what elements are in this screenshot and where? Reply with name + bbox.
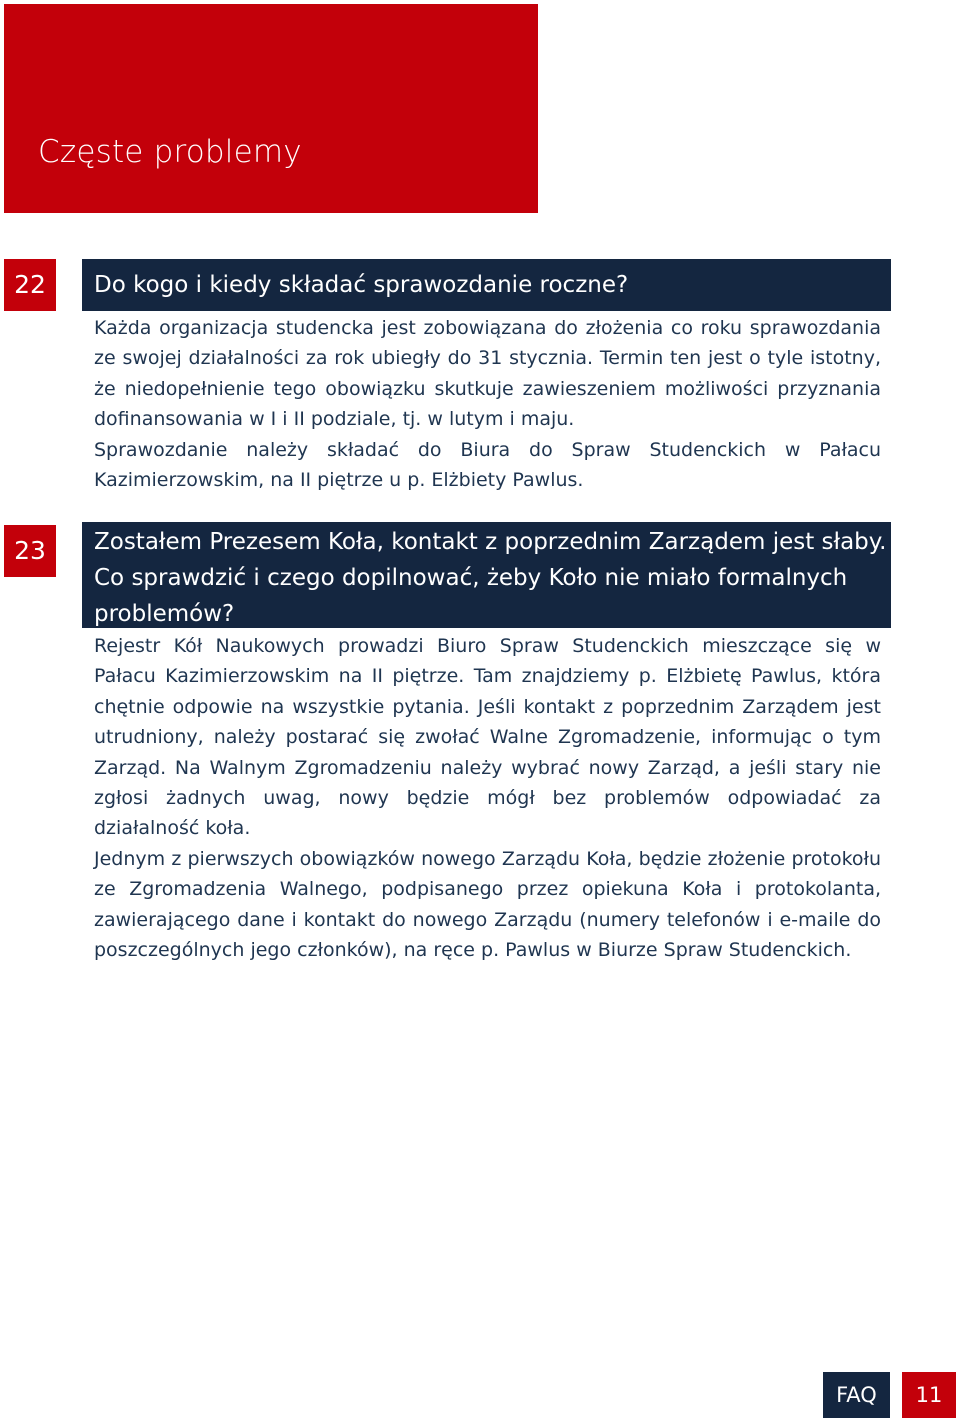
question-heading-line: Zostałem Prezesem Koła, kontakt z poprzednim Zarządem jest słaby. (94, 529, 887, 555)
page-title: Częste problemy (38, 134, 302, 170)
answer-paragraph: Każda organizacja studencka jest zobowiązana do złożenia co roku sprawozdania ze swojej działalności za rok ubiegły do 31 stycznia. Termin ten jest o tyle istotny, że niedopełnienie tego obowiązku skutkuje zawieszeniem możliwości przyznania dofinansowania w I i II podziale, tj. w lutym i maju. (94, 317, 881, 431)
question-heading-line: problemów? (94, 601, 235, 627)
question-number-badge: 23 (4, 525, 56, 577)
header-banner (4, 4, 538, 213)
answer-paragraph: Sprawozdanie należy składać do Biura do Spraw Studenckich w Pałacu Kazimierzowskim, na II piętrze u p. Elżbiety Pawlus. (94, 438, 881, 492)
answer-paragraph: Rejestr Kół Naukowych prowadzi Biuro Spraw Studenckich mieszczące się w Pałacu Kazimierzowskim na II piętrze. Tam znajdziemy p. Elżbietę Pawlus, która chętnie odpowie na wszystkie pytania. Jeśli kontakt z poprzednim Zarządem jest utrudniony, należy postarać się zwołać Walne Zgromadzenie, informując o tym Zarząd. Na Walnym Zgromadzeniu należy wybrać nowy Zarząd, a jeśli stary nie zgłosi żadnych uwag, nowy będzie mógł bez problemów odpowiadać za działalność koła. (94, 635, 881, 840)
answer-text (94, 631, 881, 965)
question-heading (82, 522, 891, 628)
footer-section-label: FAQ (823, 1372, 890, 1418)
question-number-badge: 22 (4, 259, 56, 311)
question-heading (82, 259, 891, 311)
question-heading-line: Do kogo i kiedy składać sprawozdanie roczne? (94, 272, 629, 298)
question-heading-line: Co sprawdzić i czego dopilnować, żeby Koło nie miało formalnych (94, 565, 848, 591)
page-number: 11 (902, 1372, 956, 1418)
answer-text (94, 313, 881, 495)
answer-paragraph: Jednym z pierwszych obowiązków nowego Zarządu Koła, będzie złożenie protokołu ze Zgromadzenia Walnego, podpisanego przez opiekuna Koła i protokolanta, zawierającego dane i kontakt do nowego Zarządu (numery telefonów i e-maile do poszczególnych jego członków), na ręce p. Pawlus w Biurze Spraw Studenckich. (94, 847, 881, 962)
